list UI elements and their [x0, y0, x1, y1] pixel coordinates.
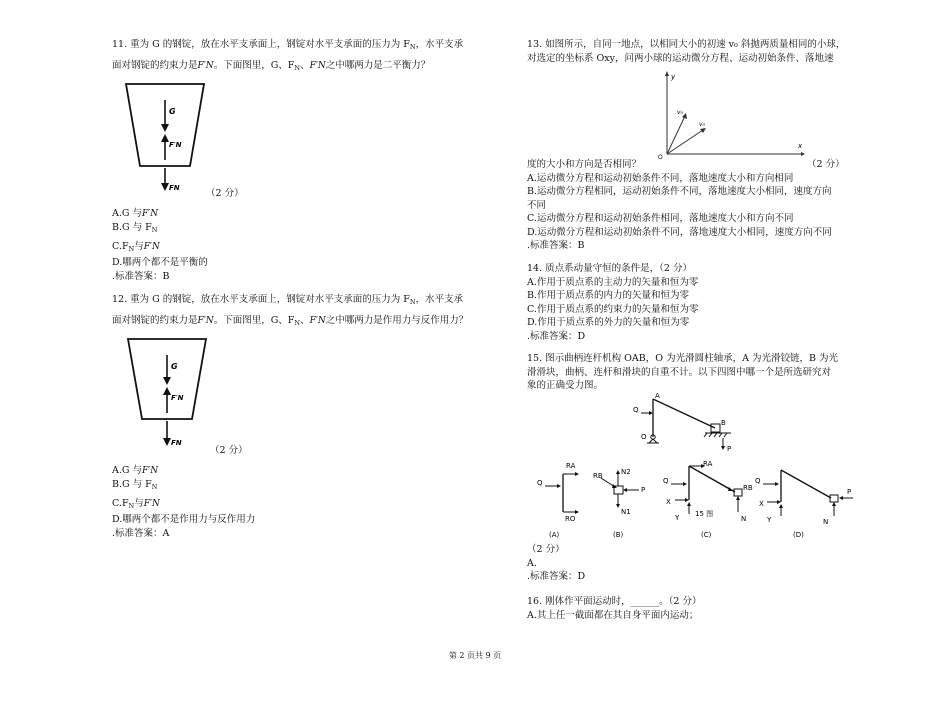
q16-stem: 16. 刚体作平面运动时，______。（2 分）: [527, 596, 702, 607]
q15-diagram-d: [755, 470, 853, 539]
q15-top-A-label: A: [655, 392, 660, 400]
q15-stem-line3: 象的正确受力图。: [527, 380, 604, 391]
q13-figure: [655, 68, 805, 160]
q15-b-N1-label: N1: [621, 508, 631, 516]
q11-option-d: D.哪两个都不是平衡的: [112, 257, 208, 268]
q14-option-a: A.作用于质点系的主动力的矢量和恒为零: [527, 276, 699, 288]
q15-diagram-b: [593, 468, 645, 539]
q11-stem-line2: 面对钢锭的约束力是F′N。下面图里，G、$F_N$、F′N之中哪两力是二平衡力？: [112, 59, 431, 72]
q15-stem-line1: 15. 图示曲柄连杆机构 OAB，O 为光滑圆柱轴承，A 为光滑铰链，B 为光: [527, 353, 838, 364]
q15-a-RA-label: RA: [566, 462, 576, 470]
q15-a-Q-label: Q: [537, 479, 543, 487]
q15-c-X-label: X: [666, 498, 671, 506]
q12-option-b: B.G 与 $F_N$: [112, 479, 158, 491]
q13-fig-x-label: x: [798, 142, 803, 150]
q12-option-c: $C.F_N$与F′N: [112, 497, 160, 510]
q15-c-N-label: N: [741, 515, 747, 523]
q13-stem-line1: 13. 如图所示，自同一地点，以相同大小的初速 v₀ 斜抛两质量相同的小球，: [527, 39, 846, 50]
q12-stem-line1: 12. 重为 G 的钢锭，放在水平支承面上，钢锭对水平支承面的压力为 $F_N$，水平支承: [112, 294, 464, 306]
q11-fig-Fn2-label: FN: [169, 184, 180, 192]
q15-c-Y-label: Y: [675, 514, 680, 522]
page-footer: 第 2 页共 9 页: [448, 651, 502, 660]
q15-d-X-label: X: [759, 500, 764, 508]
q12-answer: .标准答案：A: [112, 527, 170, 539]
question-15: [527, 352, 872, 393]
q13-option-a: A.运动微分方程和运动初始条件不同，落地速度大小和方向相同: [527, 172, 794, 184]
question-13: [527, 38, 872, 65]
q15-top-Q-label: Q: [633, 406, 639, 414]
q14-option-b: B.作用于质点系的内力的矢量和恒为零: [527, 290, 690, 301]
q13-option-b-line1: B.运动微分方程相同，运动初始条件不同，落地速度大小相同，速度方向: [527, 186, 832, 197]
q15-stem-line2: 滑滑块，曲柄、连杆和滑块的自重不计。以下四图中哪一个是所选研究对: [527, 366, 832, 378]
q12-fig-G-label: G: [171, 362, 178, 371]
q12-score: （2 分）: [210, 445, 248, 456]
q14-option-c: C.作用于质点系的约束力的矢量和恒为零: [527, 303, 699, 315]
q12-fig-Fn1-label: F′N: [171, 394, 184, 402]
q15-a-RO-label: RO: [565, 515, 576, 523]
q15-top-P-label: P: [727, 445, 732, 453]
q15-c-RA-label: RA: [703, 460, 713, 468]
q13-fig-v2-label: v₀: [699, 121, 705, 128]
question-16: [527, 595, 872, 622]
q11-figure: [122, 82, 212, 194]
q15-mechanism-figure: [627, 391, 757, 455]
q14-option-d: D.作用于质点系的外力的矢量和恒为零: [527, 317, 690, 328]
q15-d-Q-label: Q: [755, 477, 761, 485]
q15-diagram-c: [663, 460, 753, 539]
q13-options: [527, 158, 872, 253]
q13-stem-line3: 度的大小和方向是否相同？ （2 分）: [527, 159, 845, 170]
q11-fig-G-label: G: [169, 107, 176, 116]
q15-d-caption: (D): [793, 531, 804, 539]
q13-score: （2 分）: [807, 159, 845, 170]
q15-d-N-label: N: [823, 518, 829, 526]
q15-d-P-label: P: [847, 488, 852, 496]
q11-option-c: $C.F_N$与F′N: [112, 240, 160, 253]
q13-fig-origin-label: O: [658, 154, 663, 160]
q11-option-b: B.G 与 $F_N$: [112, 222, 158, 234]
q16-option-a: A.其上任一截面都在其自身平面内运动；: [527, 609, 699, 621]
q12-stem-line2: 面对钢锭的约束力是F′N。下面图里，G、$F_N$、F′N之中哪两力是作用力与反作用力？: [112, 314, 469, 327]
q14-stem: 14. 质点系动量守恒的条件是，（2 分）: [527, 263, 692, 274]
q15-b-N2-label: N2: [621, 468, 631, 476]
q15-diagram-a: [537, 462, 579, 539]
q15-options: [527, 543, 872, 584]
q15-a-caption: (A): [549, 531, 560, 539]
q15-c-Q-label: Q: [663, 477, 669, 485]
q13-option-b-line2: 不同: [527, 199, 547, 211]
q15-c-RB-label: RB: [743, 484, 753, 492]
q15-b-P-label: P: [641, 486, 646, 494]
q12-figure: [124, 337, 214, 451]
question-12: [112, 293, 500, 330]
q13-fig-v1-label: v₀: [677, 109, 683, 116]
q14-answer: .标准答案：D: [527, 330, 586, 342]
q15-top-B-label: B: [721, 419, 726, 427]
q15-c-fig15-label: 15 图: [695, 510, 714, 518]
q11-answer: .标准答案：B: [112, 270, 170, 282]
q12-fig-Fn2-label: FN: [171, 439, 182, 447]
q12-option-a: A.G 与F′N: [112, 464, 159, 476]
q15-b-caption: (B): [613, 531, 624, 539]
q13-fig-y-label: y: [671, 73, 676, 81]
q11-stem-line1: 11. 重为 G 的钢锭，放在水平支承面上，钢锭对水平支承面的压力为 $F_N$，水平支承: [112, 39, 464, 51]
q11-options: [112, 187, 244, 283]
q15-option-a: A.: [527, 557, 537, 569]
q12-option-d: D.哪两个都不是作用力与反作用力: [112, 514, 256, 525]
q11-option-a: A.G 与F′N: [112, 207, 159, 219]
q15-free-body-figures: [535, 456, 860, 542]
q11-score: （2 分）: [206, 188, 244, 199]
q13-option-c: C.运动微分方程和运动初始条件相同，落地速度大小和方向不同: [527, 213, 794, 224]
q11-fig-Fn1-label: F′N: [169, 141, 182, 149]
q15-answer: .标准答案：D: [527, 571, 586, 582]
q12-options: [112, 444, 255, 540]
q15-b-RB-label: RB: [593, 472, 603, 480]
q15-top-O-label: O: [641, 433, 647, 441]
q15-score: （2 分）: [527, 544, 565, 555]
q15-c-caption: (C): [701, 531, 712, 539]
question-14: [527, 262, 872, 343]
q13-answer: .标准答案：B: [527, 240, 585, 251]
q15-d-Y-label: Y: [767, 516, 772, 524]
question-11: [112, 38, 500, 75]
q13-option-d: D.运动微分方程和运动初始条件不同，落地速度大小相同，速度方向不同: [527, 226, 832, 238]
q13-stem-line2: 对选定的坐标系 Oxy，问两小球的运动微分方程、运动初始条件、落地速: [527, 52, 834, 64]
